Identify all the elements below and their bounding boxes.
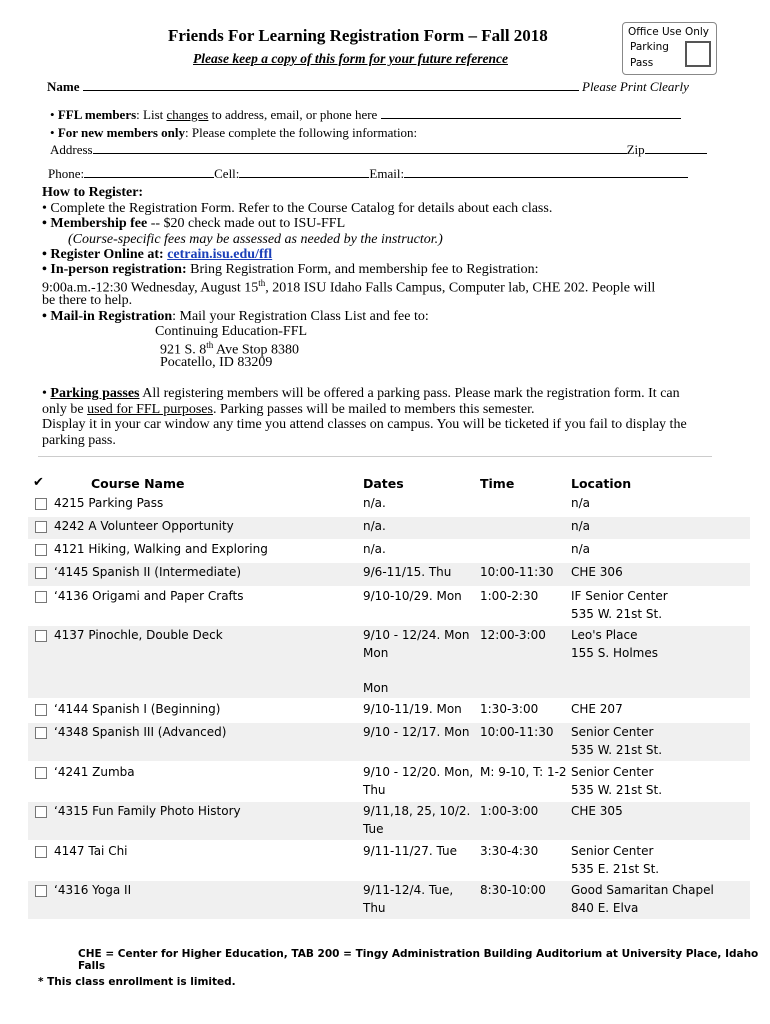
in-person-label: • In-person registration: xyxy=(42,262,187,277)
phone-field[interactable] xyxy=(84,166,214,178)
office-use-box xyxy=(622,22,717,75)
changes-word: changes xyxy=(166,107,209,122)
in-person-line-2 xyxy=(42,278,655,297)
table-row xyxy=(28,842,750,880)
course-dates: 9/10-11/19. Mon xyxy=(363,702,462,716)
course-name: 4215 Parking Pass xyxy=(54,496,164,510)
course-location: Senior Center 535 E. 21st St. xyxy=(571,844,660,876)
parking-text: All registering members will be offered a parking pass. Please mark the registration form. It can xyxy=(139,386,680,401)
page-title: Friends For Learning Registration Form – Fall 2018 xyxy=(168,26,548,45)
parking-label-1: Parking xyxy=(630,41,669,53)
course-checkbox[interactable] xyxy=(35,885,47,897)
time-header: Time xyxy=(480,476,515,491)
street-number: 921 S. 8 xyxy=(160,342,207,358)
location-header: Location xyxy=(571,476,632,491)
course-name: 4147 Tai Chi xyxy=(54,844,128,858)
course-name: 4137 Pinochle, Double Deck xyxy=(54,628,223,642)
course-name-header: Course Name xyxy=(91,476,185,491)
dates-header: Dates xyxy=(363,476,404,491)
course-name: ‘4316 Yoga II xyxy=(54,883,132,897)
course-location: Senior Center 535 W. 21st St. xyxy=(571,765,663,797)
ffl-members-text: : List xyxy=(136,107,167,122)
course-time: 1:00-3:00 xyxy=(480,804,539,818)
course-checkbox[interactable] xyxy=(35,704,47,716)
new-members-text: : Please complete the following information: xyxy=(185,125,418,140)
register-online-label: • Register Online at: xyxy=(42,247,168,262)
course-name: 4121 Hiking, Walking and Exploring xyxy=(54,542,268,556)
how-bullet-5 xyxy=(42,309,429,325)
fee-note: (Course-specific fees may be assessed as needed by the instructor.) xyxy=(68,232,443,247)
bullet: • xyxy=(50,125,55,140)
name-label: Name xyxy=(47,79,80,94)
divider xyxy=(38,456,712,457)
course-dates: 9/11,18, 25, 10/2. Tue xyxy=(363,804,471,836)
course-checkbox[interactable] xyxy=(35,591,47,603)
in-person-date: 9:00a.m.-12:30 Wednesday, August 15 xyxy=(42,280,259,296)
course-dates: 9/11-11/27. Tue xyxy=(363,844,457,858)
parking-pass-checkbox[interactable] xyxy=(685,41,711,67)
name-line xyxy=(47,79,689,95)
parking-text-2u: used for FFL purposes xyxy=(87,402,213,417)
how-heading: How to Register: xyxy=(42,185,144,200)
course-checkbox[interactable] xyxy=(35,567,47,579)
in-person-text: Bring Registration Form, and membership fee to Registration: xyxy=(186,262,539,277)
how-bullet-2 xyxy=(42,216,345,232)
course-dates: 9/10 - 12/20. Mon, Thu xyxy=(363,765,474,797)
mail-address-3: Pocatello, ID 83209 xyxy=(160,355,273,370)
bullet: • xyxy=(42,386,51,401)
course-location: CHE 306 xyxy=(571,565,623,579)
how-bullet-4 xyxy=(42,262,539,278)
course-dates: 9/11-12/4. Tue, Thu xyxy=(363,883,454,915)
table-row xyxy=(28,723,750,761)
cell-label: Cell: xyxy=(214,166,240,181)
phone-label: Phone: xyxy=(48,166,85,181)
course-checkbox[interactable] xyxy=(35,727,47,739)
course-checkbox[interactable] xyxy=(35,806,47,818)
course-dates: 9/10 - 12/24. Mon Mon Mon xyxy=(363,628,470,695)
course-time: 1:30-3:00 xyxy=(480,702,539,716)
table-row xyxy=(28,494,750,516)
table-row xyxy=(28,626,750,698)
course-dates: 9/6-11/15. Thu xyxy=(363,565,452,579)
parking-paragraph-2 xyxy=(42,402,535,418)
course-location: Senior Center 535 W. 21st St. xyxy=(571,725,663,757)
course-time: 8:30-10:00 xyxy=(480,883,546,897)
ffl-members-label: FFL members xyxy=(57,107,137,122)
changes-field[interactable] xyxy=(381,107,681,119)
course-dates: 9/10-10/29. Mon xyxy=(363,589,462,603)
office-use-label: Office Use Only xyxy=(628,26,709,38)
table-row xyxy=(28,763,750,801)
course-checkbox[interactable] xyxy=(35,498,47,510)
page-subtitle: Please keep a copy of this form for your future reference xyxy=(193,51,508,66)
name-field[interactable] xyxy=(83,79,579,91)
membership-fee-text: -- $20 check made out to ISU-FFL xyxy=(147,216,346,231)
address-line xyxy=(50,142,707,158)
parking-text-2b: . Parking passes will be mailed to members this semester. xyxy=(212,402,535,417)
new-members-label: For new members only xyxy=(57,125,186,140)
course-location: Good Samaritan Chapel 840 E. Elva xyxy=(571,883,714,915)
address-field[interactable] xyxy=(93,142,627,154)
table-row xyxy=(28,517,750,539)
course-location: n/a xyxy=(571,496,591,510)
table-header xyxy=(28,474,750,494)
course-dates: 9/10 - 12/17. Mon xyxy=(363,725,470,739)
course-location: CHE 207 xyxy=(571,702,623,716)
course-time: 10:00-11:30 xyxy=(480,725,554,739)
sup-th: th xyxy=(258,278,266,288)
course-name: ‘4348 Spanish III (Advanced) xyxy=(54,725,227,739)
table-row xyxy=(28,802,750,840)
parking-paragraph-3: Display it in your car window any time you attend classes on campus. You will be ticketed if you fail to display the xyxy=(42,417,687,432)
cell-field[interactable] xyxy=(239,166,369,178)
check-header-icon: ✔ xyxy=(33,475,44,490)
course-time: M: 9-10, T: 1-2 xyxy=(480,765,567,779)
course-location: n/a xyxy=(571,519,591,533)
new-members-line xyxy=(50,125,417,141)
course-time: 12:00-3:00 xyxy=(480,628,546,642)
ffl-members-line xyxy=(50,107,681,123)
course-location: Leo's Place 155 S. Holmes xyxy=(571,628,658,660)
che-note: CHE = Center for Higher Education, TAB 200 = Tingy Administration Building Auditorium at University Place, Idaho Falls xyxy=(78,948,759,972)
table-row xyxy=(28,563,750,586)
membership-fee-label: • Membership fee xyxy=(42,216,148,231)
course-checkbox[interactable] xyxy=(35,521,47,533)
in-person-location: , 2018 ISU Idaho Falls Campus, Computer lab, CHE 202. People will xyxy=(265,280,656,296)
parking-passes-label: Parking passes xyxy=(50,386,140,401)
course-name: ‘4145 Spanish II (Intermediate) xyxy=(54,565,242,579)
table-row xyxy=(28,881,750,919)
street-rest: Ave Stop 8380 xyxy=(213,342,300,358)
mail-address-1: Continuing Education-FFL xyxy=(155,324,308,339)
course-name: 4242 A Volunteer Opportunity xyxy=(54,519,234,533)
course-name: ‘4241 Zumba xyxy=(54,765,135,779)
course-checkbox[interactable] xyxy=(35,767,47,779)
bullet: • xyxy=(50,107,55,122)
contact-line xyxy=(48,166,688,182)
course-location: n/a xyxy=(571,542,591,556)
ffl-members-text-2: to address, email, or phone here xyxy=(208,107,378,122)
in-person-line-3: be there to help. xyxy=(42,293,133,308)
course-dates: n/a. xyxy=(363,542,386,556)
mail-in-text: : Mail your Registration Class List and fee to: xyxy=(172,309,429,324)
table-row xyxy=(28,700,750,722)
zip-field[interactable] xyxy=(645,142,707,154)
course-name: ‘4144 Spanish I (Beginning) xyxy=(54,702,221,716)
sup-th: th xyxy=(206,340,214,350)
course-time: 3:30-4:30 xyxy=(480,844,539,858)
mail-in-label: • Mail-in Registration xyxy=(42,309,173,324)
register-online-link[interactable]: cetrain.isu.edu/ffl xyxy=(167,247,273,262)
course-dates: n/a. xyxy=(363,519,386,533)
how-bullet-1: • Complete the Registration Form. Refer to the Course Catalog for details about each class. xyxy=(42,201,553,216)
email-field[interactable] xyxy=(404,166,688,178)
print-clearly-note: Please Print Clearly xyxy=(582,79,689,94)
course-time: 1:00-2:30 xyxy=(480,589,539,603)
parking-label-2: Pass xyxy=(630,57,654,69)
course-checkbox[interactable] xyxy=(35,630,47,642)
zip-label: Zip xyxy=(626,142,645,157)
table-row xyxy=(28,540,750,562)
how-bullet-3 xyxy=(42,247,272,263)
email-label: Email: xyxy=(369,166,405,181)
address-label: Address xyxy=(50,142,93,157)
parking-paragraph-4: parking pass. xyxy=(42,433,116,448)
course-location: CHE 305 xyxy=(571,804,623,818)
course-name: ‘4315 Fun Family Photo History xyxy=(54,804,241,818)
course-checkbox[interactable] xyxy=(35,846,47,858)
table-row xyxy=(28,587,750,625)
parking-paragraph-1 xyxy=(42,386,680,402)
course-time: 10:00-11:30 xyxy=(480,565,554,579)
course-name: ‘4136 Origami and Paper Crafts xyxy=(54,589,244,603)
parking-text-2a: only be xyxy=(42,402,88,417)
course-checkbox[interactable] xyxy=(35,544,47,556)
course-dates: n/a. xyxy=(363,496,386,510)
course-location: IF Senior Center 535 W. 21st St. xyxy=(571,589,668,621)
limited-note: * This class enrollment is limited. xyxy=(38,976,236,988)
